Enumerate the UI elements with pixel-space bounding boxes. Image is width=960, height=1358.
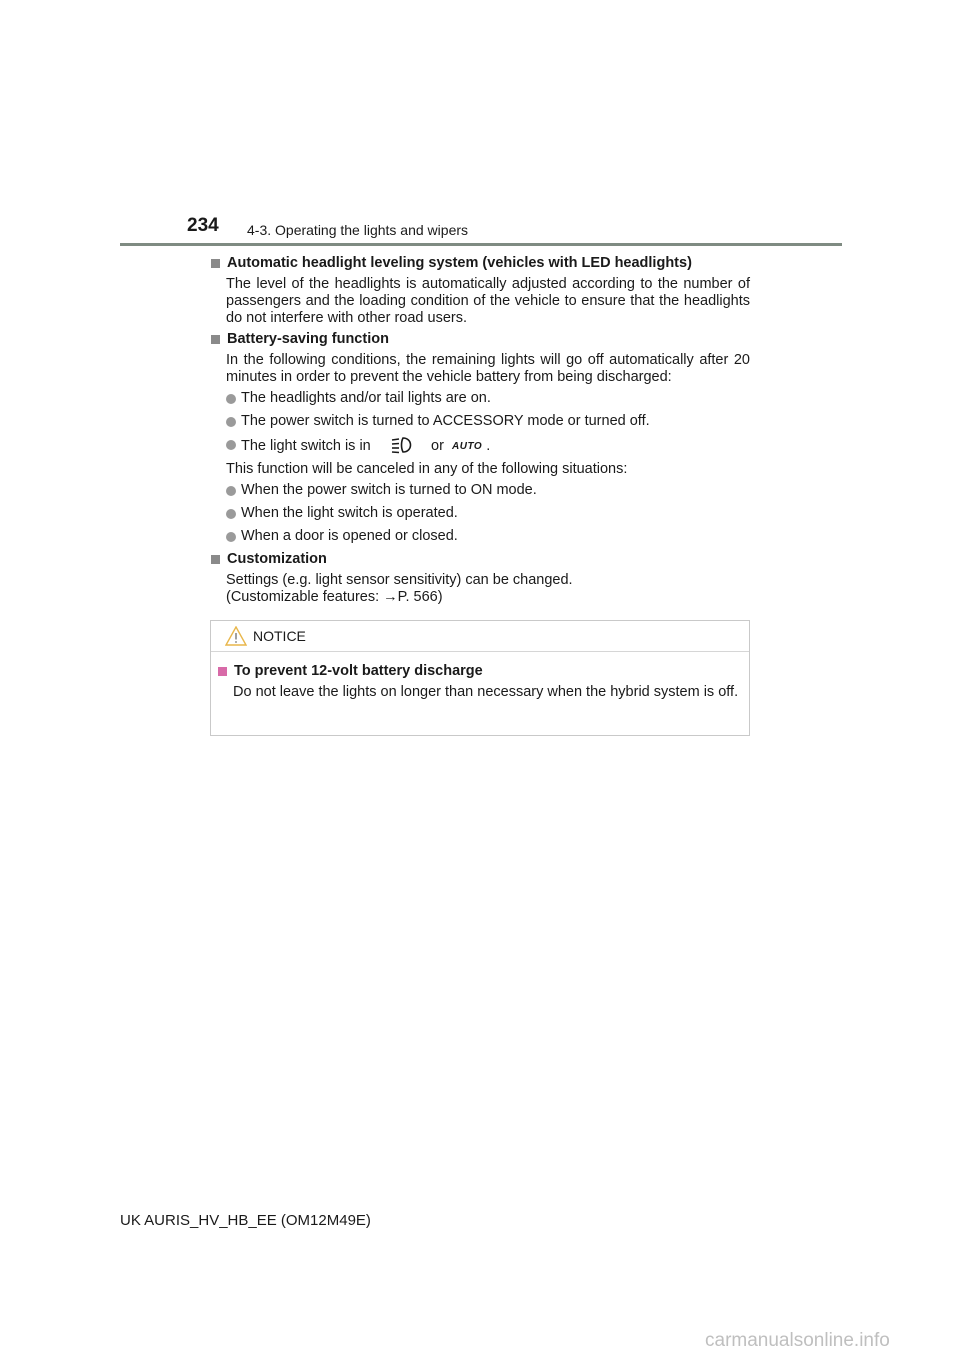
round-bullet-icon (226, 486, 236, 496)
notice-box (210, 620, 750, 736)
square-bullet-icon (211, 259, 220, 268)
round-bullet-icon (226, 417, 236, 427)
topic-headlight-leveling (210, 255, 750, 327)
cancel-intro: This function will be canceled in any of the following situations: (226, 461, 628, 477)
list-item: When a door is opened or closed. (226, 528, 750, 545)
page-header (0, 0, 960, 250)
list-item: When the light switch is operated. (226, 505, 750, 522)
topic-title: Battery-saving function (227, 331, 389, 347)
topic-text: The level of the headlights is automatically adjusted according to the number of passengers and the loading condition of the vehicle to ensure that the headlights do not interfere with other road users. (226, 276, 750, 326)
topic-title: Customization (227, 551, 327, 567)
square-bullet-icon (211, 335, 220, 344)
list-item: The light switch is in or AUTO . (226, 436, 750, 455)
round-bullet-icon (226, 509, 236, 519)
customizable-features-link: (Customizable features: →P. 566) (226, 589, 443, 605)
topic-title: Automatic headlight leveling system (vehicles with LED headlights) (227, 255, 692, 271)
square-bullet-icon (218, 667, 227, 676)
topic-customization (210, 551, 750, 606)
round-bullet-icon (226, 532, 236, 542)
section-title: 4-3. Operating the lights and wipers (247, 222, 469, 238)
notice-title: To prevent 12-volt battery discharge (234, 663, 483, 679)
round-bullet-icon (226, 440, 236, 450)
round-bullet-icon (226, 394, 236, 404)
header-rule (120, 243, 842, 246)
auto-icon: AUTO (452, 441, 483, 452)
list-item: The power switch is turned to ACCESSORY mode or turned off. (226, 413, 750, 430)
list-item: The headlights and/or tail lights are on. (226, 390, 750, 407)
watermark: carmanualsonline.info (705, 1330, 890, 1351)
topic-intro: In the following conditions, the remaining lights will go off automatically after 20 minutes in order to prevent the vehicle battery from being discharged: (226, 352, 750, 385)
list-item: When the power switch is turned to ON mode. (226, 482, 750, 499)
warning-triangle-icon (225, 626, 247, 646)
page-number: 234 (187, 215, 219, 236)
notice-text: Do not leave the lights on longer than necessary when the hybrid system is off. (233, 684, 739, 700)
notice-header (211, 621, 749, 652)
topic-text: Settings (e.g. light sensor sensitivity) can be changed. (226, 572, 573, 588)
square-bullet-icon (211, 555, 220, 564)
headlight-icon (391, 436, 415, 454)
footer-model-code: UK AURIS_HV_HB_EE (OM12M49E) (120, 1212, 371, 1229)
main-content (210, 255, 750, 610)
topic-battery-saving (210, 331, 750, 545)
notice-label: NOTICE (253, 628, 306, 644)
